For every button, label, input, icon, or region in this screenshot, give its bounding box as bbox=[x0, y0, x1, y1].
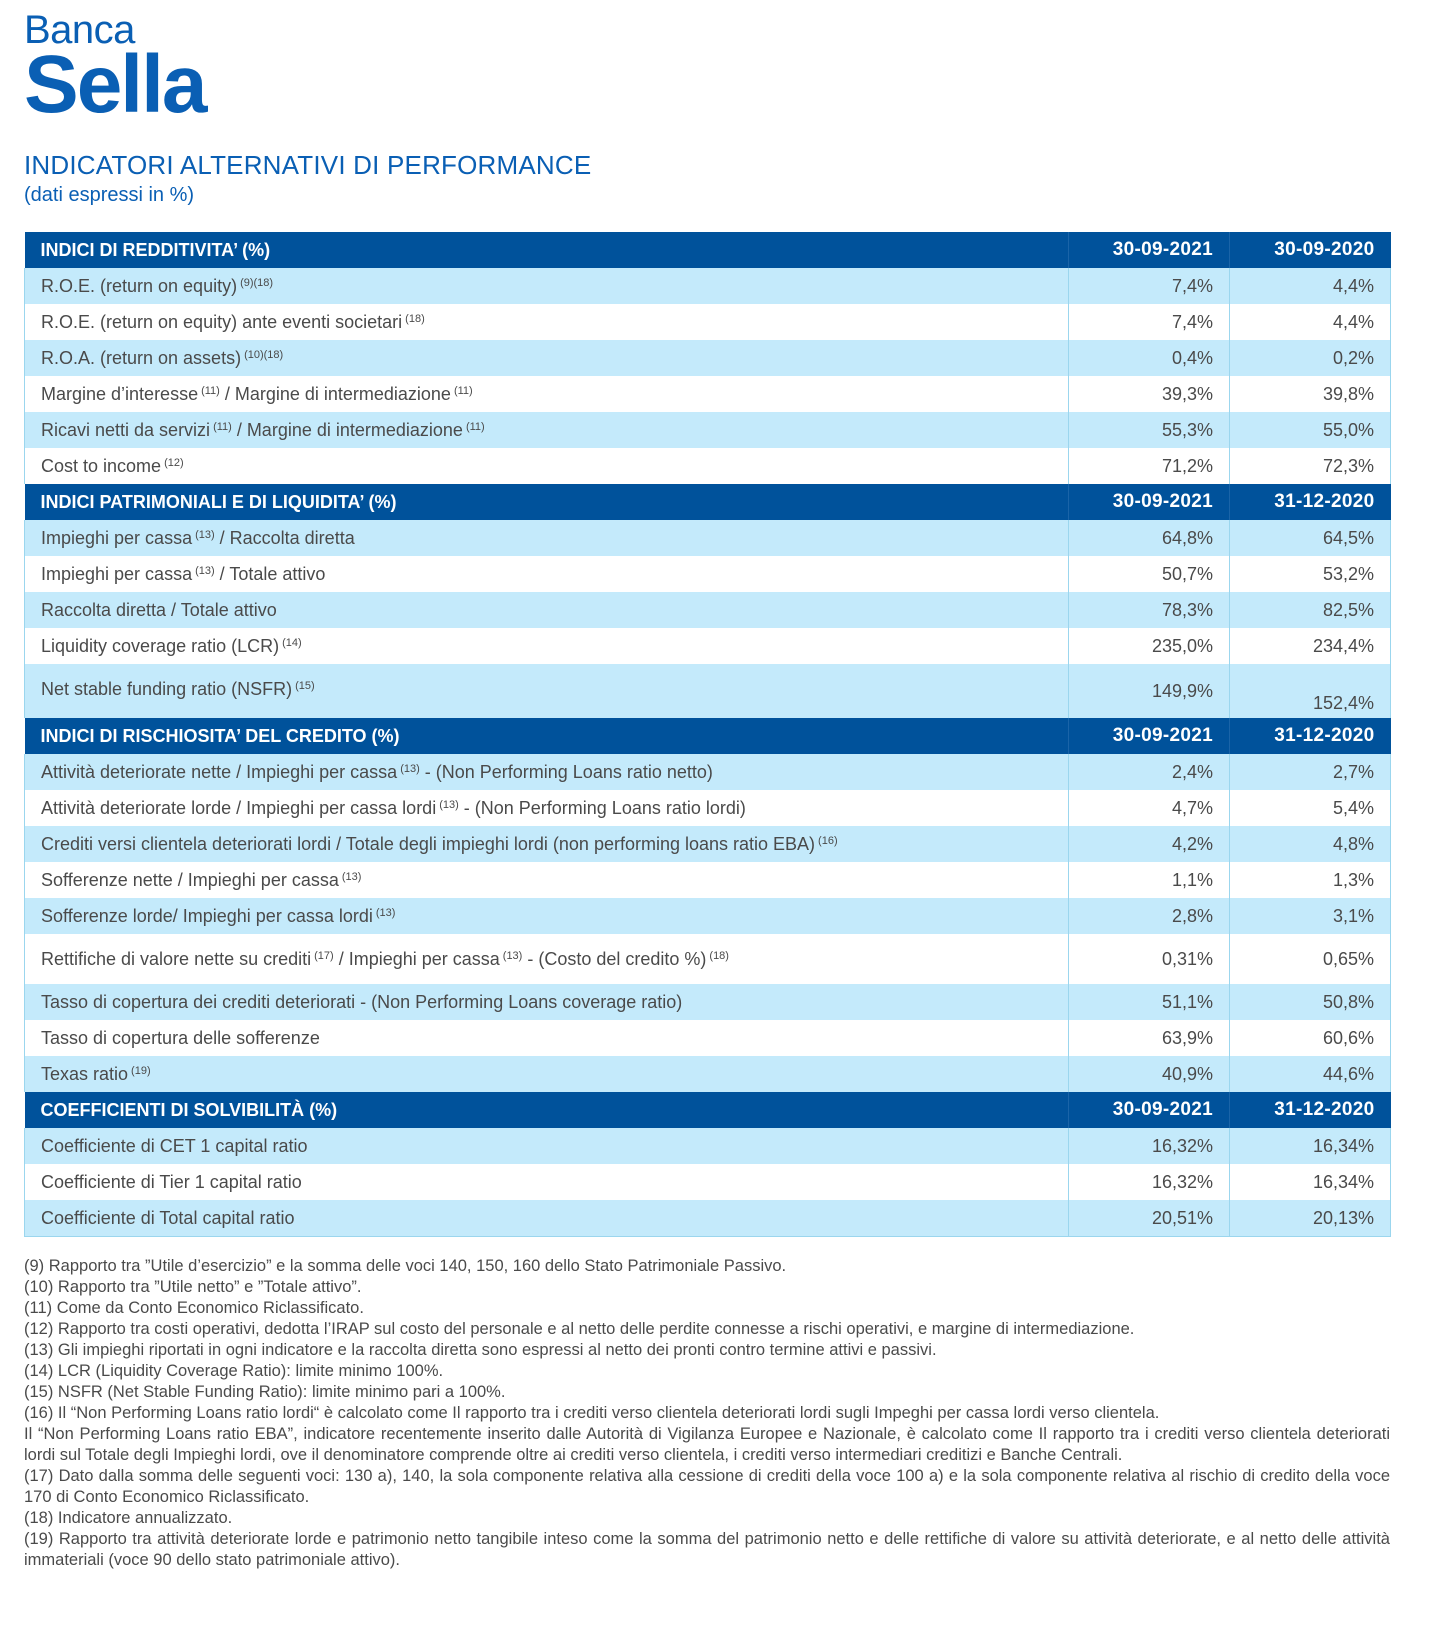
value-date-2: 5,4% bbox=[1230, 790, 1391, 826]
footnote-ref: (13) bbox=[400, 762, 420, 775]
indicator-name bbox=[25, 754, 1069, 790]
column-header-date-2: 30-09-2020 bbox=[1230, 232, 1391, 268]
value-date-2: 234,4% bbox=[1230, 628, 1391, 664]
footnote-ref: (16) bbox=[818, 834, 838, 847]
table-row bbox=[25, 984, 1391, 1020]
table-row bbox=[25, 1020, 1391, 1056]
value-date-2: 60,6% bbox=[1230, 1020, 1391, 1056]
value-date-2: 3,1% bbox=[1230, 898, 1391, 934]
footnote-ref: (11) bbox=[213, 420, 232, 433]
section-title: COEFFICIENTI DI SOLVIBILITÀ (%) bbox=[25, 1092, 1069, 1128]
row-label: Tasso di copertura delle sofferenze bbox=[41, 1027, 320, 1048]
row-label: R.O.A. (return on assets) bbox=[41, 347, 242, 368]
value-date-2: 50,8% bbox=[1230, 984, 1391, 1020]
table-row bbox=[25, 1200, 1391, 1237]
value-date-1: 2,4% bbox=[1069, 754, 1230, 790]
indicator-name bbox=[25, 1020, 1069, 1056]
value-date-2: 16,34% bbox=[1230, 1128, 1391, 1164]
logo-sella: Sella bbox=[24, 39, 206, 130]
column-header-date-1: 30-09-2021 bbox=[1069, 232, 1230, 268]
footnote: (15) NSFR (Net Stable Funding Ratio): limite minimo pari a 100%. bbox=[24, 1383, 506, 1401]
value-date-2: 64,5% bbox=[1230, 520, 1391, 556]
value-date-1: 63,9% bbox=[1069, 1020, 1230, 1056]
value-date-2: 20,13% bbox=[1230, 1200, 1391, 1237]
footnote-ref: (15) bbox=[295, 679, 315, 692]
column-header-date-2: 31-12-2020 bbox=[1230, 718, 1391, 754]
value-date-2: 16,34% bbox=[1230, 1164, 1391, 1200]
value-date-1: 64,8% bbox=[1069, 520, 1230, 556]
section-header-credit-risk bbox=[25, 718, 1391, 754]
footnote-ref: (13) bbox=[502, 949, 523, 962]
column-header-date-1: 30-09-2021 bbox=[1069, 718, 1230, 754]
value-date-2: 1,3% bbox=[1230, 862, 1391, 898]
value-date-1: 78,3% bbox=[1069, 592, 1230, 628]
value-date-1: 40,9% bbox=[1069, 1056, 1230, 1092]
row-label: R.O.E. (return on equity) bbox=[41, 275, 238, 296]
value-date-1: 235,0% bbox=[1069, 628, 1230, 664]
row-label-cont: / Totale attivo bbox=[214, 563, 326, 584]
indicator-name bbox=[25, 1164, 1069, 1200]
value-date-2: 55,0% bbox=[1230, 412, 1391, 448]
table-row bbox=[25, 754, 1391, 790]
table-row bbox=[25, 376, 1391, 412]
section-title: INDICI DI RISCHIOSITA’ DEL CREDITO (%) bbox=[25, 718, 1069, 754]
indicator-name bbox=[25, 340, 1069, 376]
row-label: Liquidity coverage ratio (LCR) bbox=[41, 635, 280, 656]
value-date-2: 44,6% bbox=[1230, 1056, 1391, 1092]
footnote-ref: (13) bbox=[375, 906, 396, 919]
footnote-ref: (11) bbox=[201, 384, 220, 397]
footnote: (14) LCR (Liquidity Coverage Ratio): limite minimo 100%. bbox=[24, 1362, 444, 1380]
value-date-1: 0,31% bbox=[1069, 934, 1230, 984]
value-date-1: 149,9% bbox=[1069, 664, 1230, 718]
footnote-ref: (17) bbox=[314, 949, 334, 962]
section-header-solvency bbox=[25, 1092, 1391, 1128]
column-header-date-1: 30-09-2021 bbox=[1069, 1092, 1230, 1128]
value-date-2: 72,3% bbox=[1230, 448, 1391, 484]
table-row bbox=[25, 448, 1391, 484]
section-header-balance-liquidity bbox=[25, 484, 1391, 520]
indicator-name bbox=[25, 268, 1069, 304]
column-header-date-2: 31-12-2020 bbox=[1230, 1092, 1391, 1128]
bank-logo bbox=[24, 8, 206, 130]
row-label-cont: - (Non Performing Loans ratio lordi) bbox=[458, 797, 746, 818]
value-date-1: 1,1% bbox=[1069, 862, 1230, 898]
footnote-ref: (13) bbox=[439, 798, 459, 811]
row-label: Cost to income bbox=[41, 455, 162, 476]
row-label: Coefficiente di CET 1 capital ratio bbox=[41, 1135, 308, 1156]
row-label: Impieghi per cassa bbox=[41, 527, 193, 548]
footnote: (18) Indicatore annualizzato. bbox=[24, 1509, 233, 1527]
row-label-cont: / Margine di intermediazione bbox=[219, 383, 451, 404]
column-header-date-1: 30-09-2021 bbox=[1069, 484, 1230, 520]
row-label: Coefficiente di Total capital ratio bbox=[41, 1207, 295, 1228]
footnote: (10) Rapporto tra ”Utile netto” e ”Totale attivo”. bbox=[24, 1278, 362, 1296]
table-row bbox=[25, 862, 1391, 898]
table-row bbox=[25, 520, 1391, 556]
value-date-2: 4,8% bbox=[1230, 826, 1391, 862]
value-date-2: 4,4% bbox=[1230, 304, 1391, 340]
indicator-name bbox=[25, 376, 1069, 412]
row-label: Attività deteriorate nette / Impieghi per cassa bbox=[41, 761, 398, 782]
footnote: (16) Il “Non Performing Loans ratio lordi“ è calcolato come Il rapporto tra i crediti verso clientela deteriorati lordi sugli Impeghi per cassa lordi verso clientela. bbox=[24, 1404, 1160, 1422]
section-title: INDICI DI REDDITIVITA’ (%) bbox=[25, 232, 1069, 268]
column-header-date-2: 31-12-2020 bbox=[1230, 484, 1391, 520]
value-date-1: 71,2% bbox=[1069, 448, 1230, 484]
table-row bbox=[25, 268, 1391, 304]
footnote: (19) Rapporto tra attività deteriorate lorde e patrimonio netto tangibile inteso come la somma del patrimonio netto e delle rettifiche di valore su attività deteriorate, e al netto delle attività immateriali (voce 90 dello stato patrimoniale attivo). bbox=[24, 1530, 1390, 1569]
row-label: Sofferenze nette / Impieghi per cassa bbox=[41, 869, 339, 890]
footnote: (17) Dato dalla somma delle seguenti voci: 130 a), 140, la sola componente relativa alla cessione di crediti della voce 100 a) e la sola componente relativa al rischio di credito della voce 170 di Conto Economico Riclassificato. bbox=[24, 1467, 1390, 1506]
indicator-name bbox=[25, 412, 1069, 448]
footnote: (11) Come da Conto Economico Riclassificato. bbox=[24, 1299, 364, 1317]
footnote-ref: (13) bbox=[195, 564, 215, 577]
section-header-profitability bbox=[25, 232, 1391, 268]
value-date-1: 7,4% bbox=[1069, 304, 1230, 340]
value-date-1: 16,32% bbox=[1069, 1164, 1230, 1200]
row-label-cont: / Margine di intermediazione bbox=[231, 419, 463, 440]
value-date-1: 39,3% bbox=[1069, 376, 1230, 412]
value-date-1: 20,51% bbox=[1069, 1200, 1230, 1237]
table-row bbox=[25, 304, 1391, 340]
footnote-ref: (13) bbox=[341, 870, 362, 883]
footnote-ref: (11) bbox=[453, 384, 473, 397]
value-date-1: 4,2% bbox=[1069, 826, 1230, 862]
table-row bbox=[25, 1164, 1391, 1200]
row-label-cont: - (Costo del credito %) bbox=[522, 948, 707, 969]
logo-banca: Banca bbox=[24, 8, 135, 52]
footnote-ref: (18) bbox=[405, 312, 425, 325]
table-row bbox=[25, 556, 1391, 592]
row-label: Coefficiente di Tier 1 capital ratio bbox=[41, 1171, 302, 1192]
indicator-name bbox=[25, 556, 1069, 592]
row-label: Tasso di copertura dei crediti deteriorati - (Non Performing Loans coverage ratio) bbox=[41, 991, 683, 1012]
table-row bbox=[25, 664, 1391, 718]
row-label-cont: / Raccolta diretta bbox=[214, 527, 355, 548]
footnote-ref: (10)(18) bbox=[244, 348, 284, 361]
footnote-ref: (9)(18) bbox=[240, 276, 274, 289]
footnote: (9) Rapporto tra ”Utile d’esercizio” e la somma delle voci 140, 150, 160 dello Stato Patrimoniale Passivo. bbox=[24, 1257, 787, 1275]
footnote-ref: (19) bbox=[131, 1064, 151, 1077]
footnote-ref: (14) bbox=[282, 636, 302, 649]
indicator-name bbox=[25, 1056, 1069, 1092]
value-date-1: 50,7% bbox=[1069, 556, 1230, 592]
row-label: Texas ratio bbox=[41, 1063, 129, 1084]
row-label: Attività deteriorate lorde / Impieghi per cassa lordi bbox=[41, 797, 437, 818]
indicator-name bbox=[25, 862, 1069, 898]
value-date-1: 55,3% bbox=[1069, 412, 1230, 448]
indicators-table bbox=[24, 232, 1391, 1237]
indicator-name bbox=[25, 790, 1069, 826]
value-date-1: 51,1% bbox=[1069, 984, 1230, 1020]
indicator-name bbox=[25, 898, 1069, 934]
table-row bbox=[25, 1128, 1391, 1164]
table-row bbox=[25, 628, 1391, 664]
table-row bbox=[25, 790, 1391, 826]
value-date-1: 0,4% bbox=[1069, 340, 1230, 376]
value-date-1: 4,7% bbox=[1069, 790, 1230, 826]
indicator-name bbox=[25, 826, 1069, 862]
table-row bbox=[25, 898, 1391, 934]
value-date-2: 0,65% bbox=[1230, 934, 1391, 984]
row-label: Margine d’interesse bbox=[41, 383, 199, 404]
indicator-name bbox=[25, 984, 1069, 1020]
section-title: INDICI PATRIMONIALI E DI LIQUIDITA’ (%) bbox=[25, 484, 1069, 520]
footnote-ref: (18) bbox=[709, 949, 729, 962]
page-subtitle: (dati espressi in %) bbox=[24, 184, 195, 206]
row-label: R.O.E. (return on equity) ante eventi societari bbox=[41, 311, 403, 332]
value-date-2: 152,4% bbox=[1230, 664, 1391, 718]
table-row bbox=[25, 826, 1391, 862]
footnote-ref: (13) bbox=[195, 528, 215, 541]
footnote: (12) Rapporto tra costi operativi, dedotta l’IRAP sul costo del personale e al netto delle perdite connesse a rischi operativi, e margine di intermediazione. bbox=[24, 1320, 1135, 1338]
indicator-name bbox=[25, 592, 1069, 628]
indicator-name bbox=[25, 520, 1069, 556]
value-date-2: 4,4% bbox=[1230, 268, 1391, 304]
indicator-name bbox=[25, 1200, 1069, 1237]
table-row bbox=[25, 412, 1391, 448]
value-date-2: 0,2% bbox=[1230, 340, 1391, 376]
page-title: INDICATORI ALTERNATIVI DI PERFORMANCE bbox=[24, 150, 592, 180]
indicator-name bbox=[25, 934, 1069, 984]
row-label: Net stable funding ratio (NSFR) bbox=[41, 678, 293, 699]
indicator-name bbox=[25, 304, 1069, 340]
row-label: Raccolta diretta / Totale attivo bbox=[41, 599, 277, 620]
table-row bbox=[25, 340, 1391, 376]
indicator-name bbox=[25, 448, 1069, 484]
value-date-2: 2,7% bbox=[1230, 754, 1391, 790]
value-date-1: 2,8% bbox=[1069, 898, 1230, 934]
indicator-name bbox=[25, 664, 1069, 718]
footnote: Il “Non Performing Loans ratio EBA”, indicatore recentemente inserito dalle Autorità di Vigilanza Europee e Nazionale, è calcolato come Il rapporto tra i crediti verso clientela deteriorati lordi sul Totale degli Impieghi lordi, ove il denominatore comprende oltre ai crediti verso clientela, i crediti verso intermediari creditizi e Banche Centrali. bbox=[24, 1425, 1390, 1464]
table-row bbox=[25, 934, 1391, 984]
indicator-name bbox=[25, 628, 1069, 664]
footnote-ref: (12) bbox=[164, 456, 184, 469]
footnote-ref: (11) bbox=[465, 420, 485, 433]
indicator-name bbox=[25, 1128, 1069, 1164]
table-row bbox=[25, 1056, 1391, 1092]
value-date-2: 82,5% bbox=[1230, 592, 1391, 628]
row-label-cont: - (Non Performing Loans ratio netto) bbox=[419, 761, 713, 782]
value-date-1: 7,4% bbox=[1069, 268, 1230, 304]
row-label: Sofferenze lorde/ Impieghi per cassa lordi bbox=[41, 905, 373, 926]
footnote: (13) Gli impieghi riportati in ogni indicatore e la raccolta diretta sono espressi al netto dei pronti contro termine attivi e passivi. bbox=[24, 1341, 937, 1359]
row-label: Impieghi per cassa bbox=[41, 563, 193, 584]
value-date-2: 53,2% bbox=[1230, 556, 1391, 592]
row-label: Crediti versi clientela deteriorati lordi / Totale degli impieghi lordi (non performing loans ratio EBA) bbox=[41, 833, 816, 854]
table-row bbox=[25, 592, 1391, 628]
row-label-cont: / Impieghi per cassa bbox=[333, 948, 500, 969]
row-label: Rettifiche di valore nette su crediti bbox=[41, 948, 312, 969]
footnotes bbox=[24, 1256, 1390, 1571]
value-date-1: 16,32% bbox=[1069, 1128, 1230, 1164]
value-date-2: 39,8% bbox=[1230, 376, 1391, 412]
row-label: Ricavi netti da servizi bbox=[41, 419, 211, 440]
